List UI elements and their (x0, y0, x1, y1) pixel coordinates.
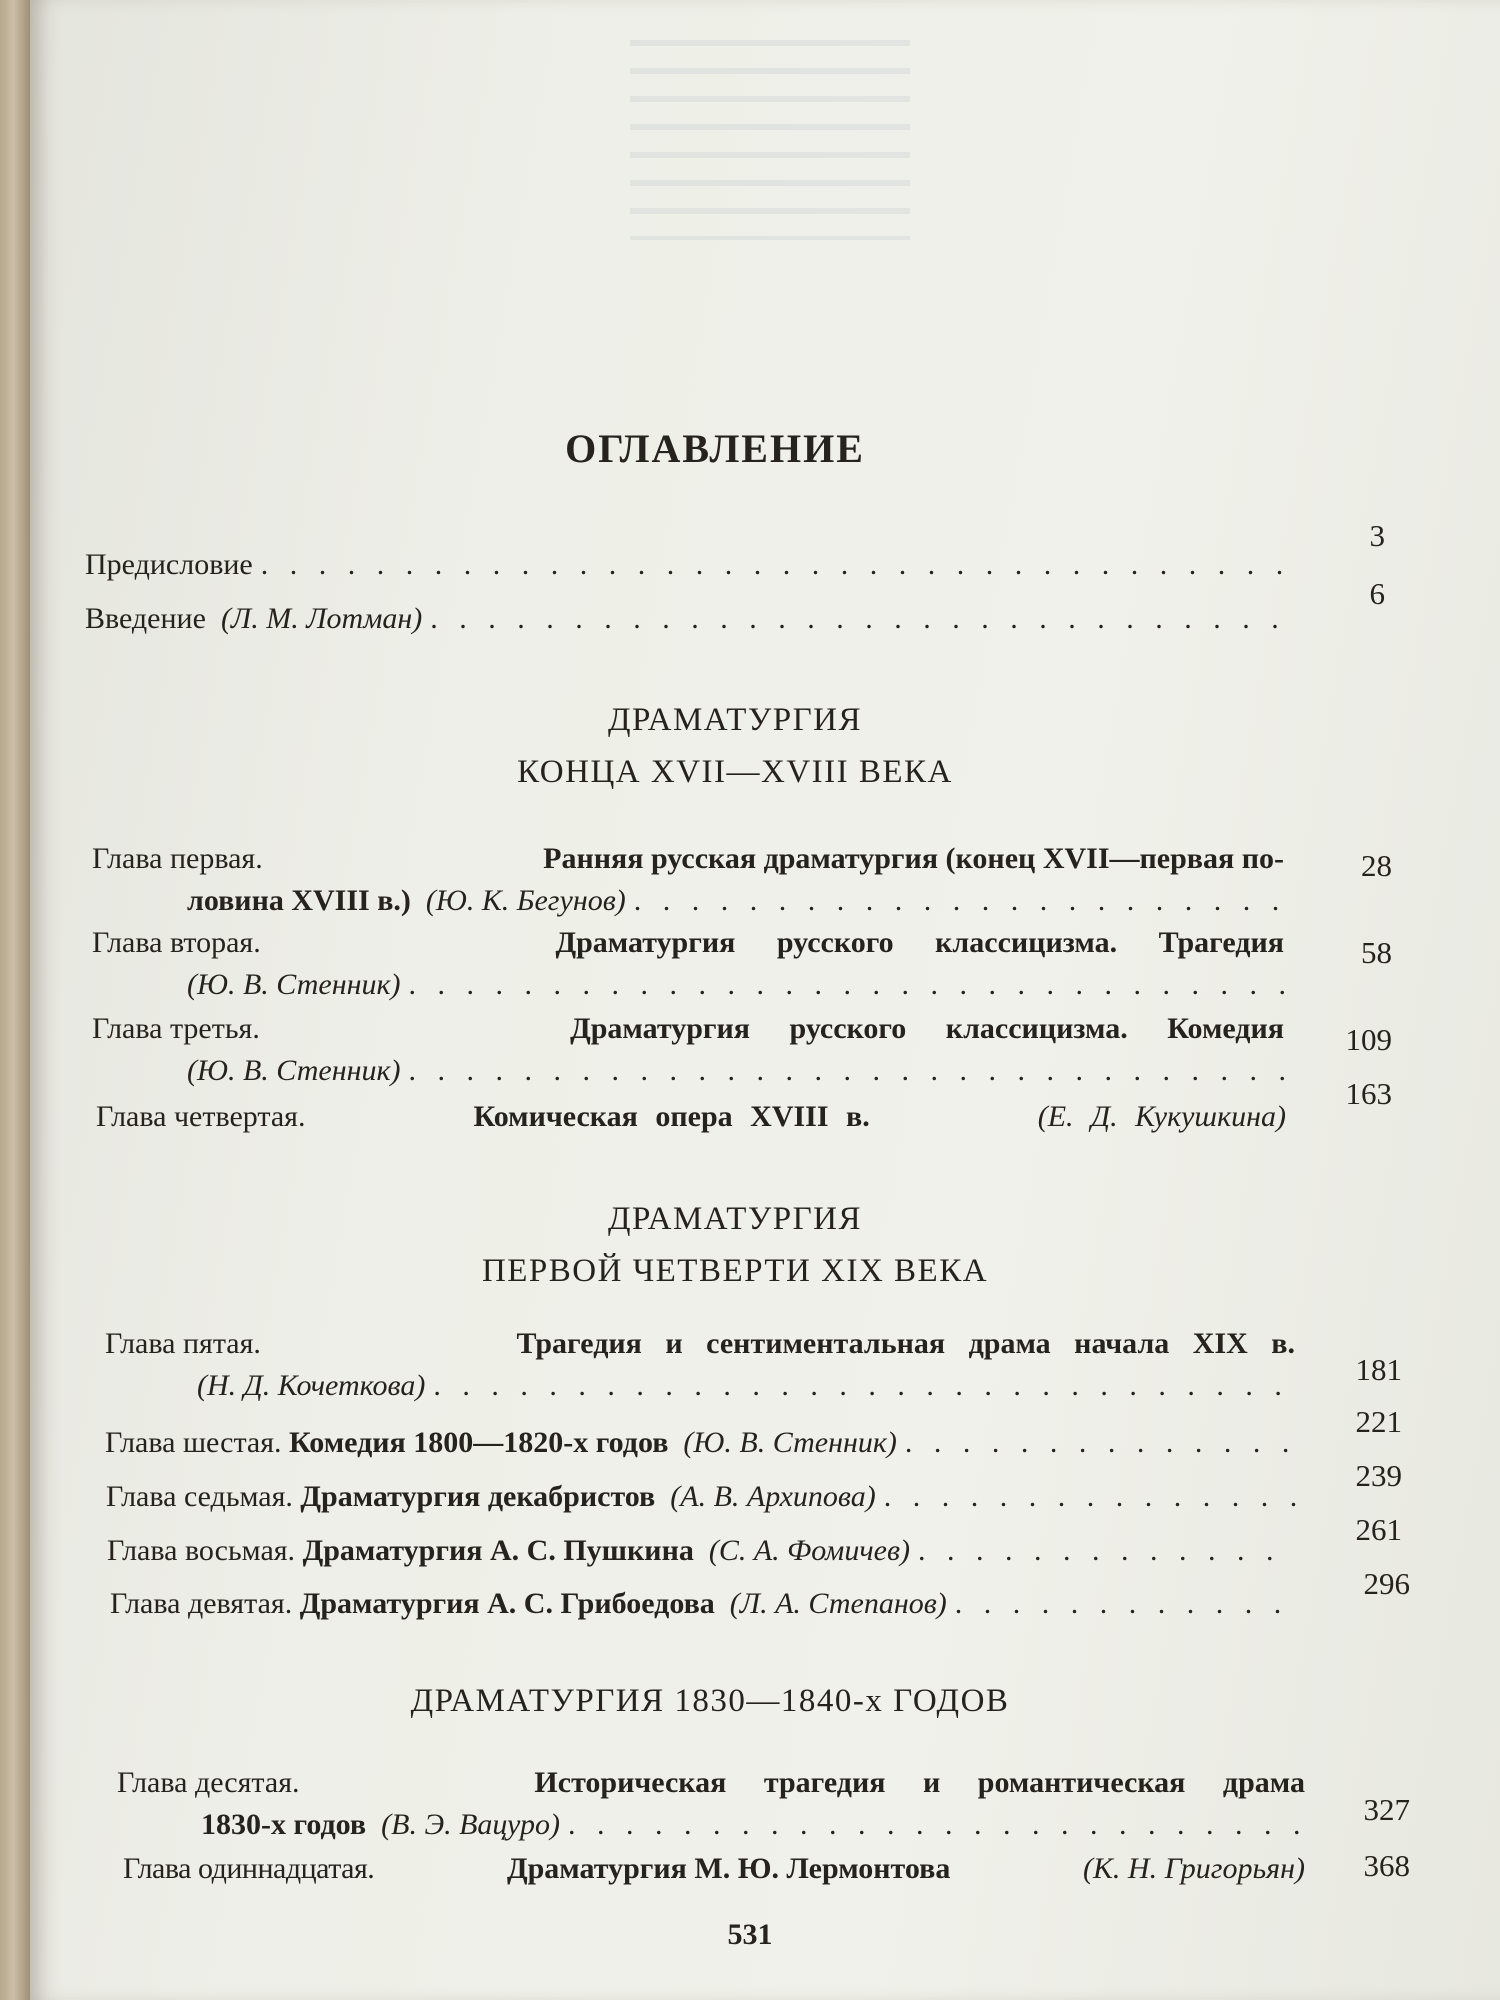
section-heading-line: ДРАМАТУРГИЯ (607, 1201, 863, 1237)
dot-leader (409, 1054, 1285, 1088)
chapter-author: (А. В. Архипова) (670, 1480, 876, 1513)
section-heading-line: ДРАМАТУРГИЯ 1830—1840-х ГОДОВ (410, 1683, 1010, 1719)
chapter-author: (Л. А. Степанов) (729, 1587, 947, 1620)
page-number: 296 (1363, 1566, 1410, 1601)
chapter-author: (К. Н. Григорьян) (1083, 1852, 1305, 1885)
chapter-title: Драматургия А. С. Пушкина (302, 1534, 694, 1567)
page-number: 163 (1345, 1076, 1392, 1111)
page-number: 239 (1355, 1458, 1402, 1493)
chapter-author: (Е. Д. Кукушкина) (1037, 1100, 1286, 1133)
page-number: 368 (1363, 1848, 1410, 1883)
entry-label: Введение (85, 602, 206, 635)
dot-leader (905, 1426, 1295, 1460)
page-number: 109 (1345, 1022, 1392, 1057)
page-number: 181 (1355, 1352, 1402, 1387)
page-number: 261 (1355, 1512, 1402, 1547)
show-through-text (630, 40, 910, 240)
entry-label: Предисловие (85, 548, 253, 581)
chapter-label: Глава третья. (92, 1012, 260, 1045)
chapter-label: Глава десятая. (117, 1766, 300, 1799)
section-heading (0, 694, 1470, 798)
chapter-author: (Ю. В. Стенник) (187, 1054, 401, 1087)
dot-leader (634, 884, 1284, 918)
chapter-title: Драматургия русского классицизма. Трагедия (555, 926, 1284, 959)
entry-author: (Л. М. Лотман) (220, 602, 423, 635)
chapter-author: (В. Э. Вацуро) (381, 1808, 560, 1841)
chapter-author: (С. А. Фомичев) (708, 1534, 910, 1567)
chapter-title: Комическая опера XVIII в. (473, 1100, 870, 1133)
chapter-label: Глава одиннадцатая. (123, 1852, 375, 1885)
chapter-author: (Ю. К. Бегунов) (425, 884, 626, 917)
page-number: 28 (1361, 848, 1392, 883)
page-number: 3 (1369, 518, 1385, 553)
dot-leader (955, 1587, 1300, 1621)
chapter-title: ловина XVIII в.) (187, 884, 411, 917)
dot-leader (261, 548, 1285, 582)
chapter-label: Глава вторая. (92, 926, 261, 959)
section-heading (0, 1675, 1445, 1727)
page-folio-number: 531 (727, 1918, 773, 1951)
chapter-title: Историческая трагедия и романтическая драма (534, 1766, 1305, 1799)
chapter-author: (Н. Д. Кочеткова) (197, 1369, 426, 1402)
section-heading-line: ДРАМАТУРГИЯ (607, 702, 863, 738)
chapter-title: Драматургия М. Ю. Лермонтова (506, 1852, 951, 1885)
chapter-author: (Ю. В. Стенник) (683, 1426, 897, 1459)
page-title: ОГЛАВЛЕНИЕ (565, 426, 865, 471)
dot-leader (568, 1808, 1305, 1842)
chapter-title: Трагедия и сентиментальная драма начала XIX в. (516, 1327, 1295, 1360)
section-heading (0, 1193, 1470, 1297)
page-number: 221 (1355, 1404, 1402, 1439)
chapter-label: Глава седьмая. (106, 1480, 293, 1513)
dot-leader (918, 1534, 1297, 1568)
chapter-title: Драматургия А. С. Грибоедова (299, 1587, 715, 1620)
section-heading-line: КОНЦА XVII—XVIII ВЕКА (517, 754, 953, 790)
page-number: 6 (1369, 576, 1385, 611)
dot-leader (430, 602, 1285, 636)
chapter-label: Глава пятая. (105, 1327, 261, 1360)
chapter-label: Глава первая. (92, 842, 263, 875)
chapter-label: Глава четвертая. (96, 1100, 306, 1133)
chapter-title: Комедия 1800—1820-х годов (289, 1426, 669, 1459)
dot-leader (409, 968, 1285, 1002)
chapter-label: Глава девятая. (110, 1587, 293, 1620)
section-heading-line: ПЕРВОЙ ЧЕТВЕРТИ XIX ВЕКА (481, 1253, 989, 1289)
chapter-title: 1830-х годов (201, 1808, 367, 1841)
page-number: 58 (1361, 935, 1392, 970)
chapter-label: Глава шестая. (105, 1426, 282, 1459)
chapter-author: (Ю. В. Стенник) (187, 968, 401, 1001)
dot-leader (433, 1369, 1297, 1403)
chapter-title: Ранняя русская драматургия (конец XVII—первая по- (543, 842, 1284, 875)
chapter-title: Драматургия декабристов (300, 1480, 656, 1513)
dot-leader (884, 1480, 1296, 1514)
chapter-title: Драматургия русского классицизма. Комедия (570, 1012, 1284, 1045)
page-number: 327 (1363, 1792, 1410, 1827)
chapter-label: Глава восьмая. (107, 1534, 296, 1567)
